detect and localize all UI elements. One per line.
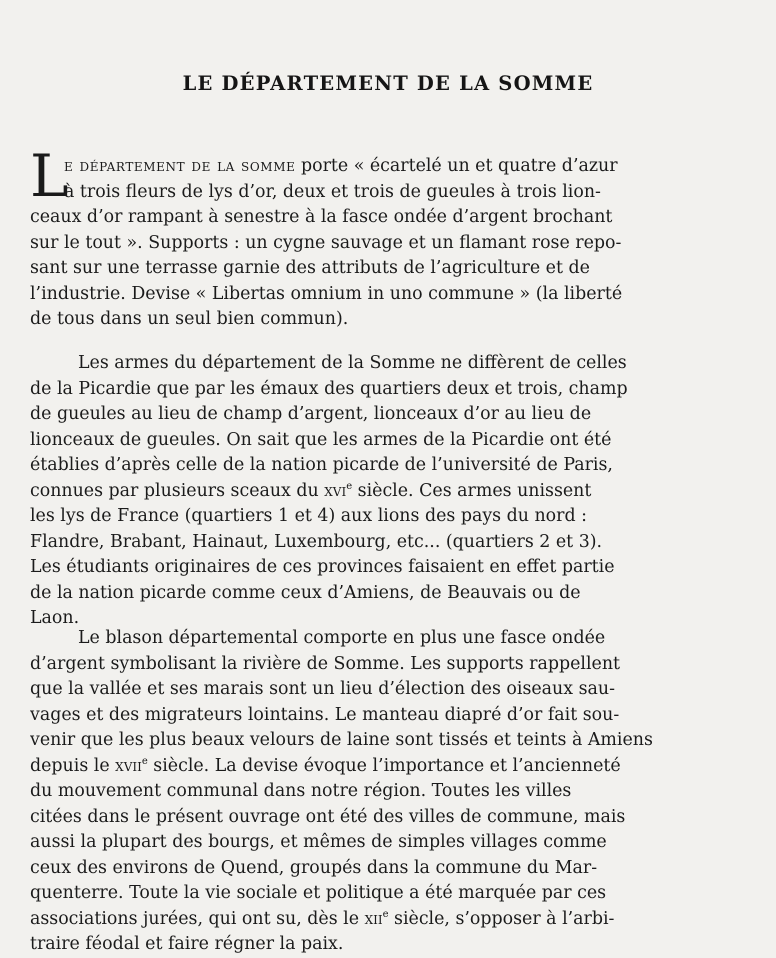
text-line: [30, 754, 746, 780]
text-line: que la vallée et ses marais sont un lieu d’élection des oiseaux sau-: [30, 679, 615, 699]
century-numeral: xvi: [324, 480, 347, 501]
text-line: ceux des environs de Quend, groupés dans la commune du Mar-: [30, 857, 598, 878]
text-line: sur le tout ». Supports : un cygne sauvage et un flamant rose repo-: [30, 232, 622, 253]
text-line: d’argent symbolisant la rivière de Somme. Les supports rappellent: [30, 653, 621, 674]
text-line: aussi la plupart des bourgs, et mêmes de simples villages comme: [30, 832, 607, 852]
text-line: établies d’après celle de la nation picarde de l’université de Paris,: [30, 455, 613, 475]
text-line: quenterre. Toute la vie sociale et politique a été marquée par ces: [30, 883, 607, 903]
paragraph-blazon: [30, 142, 746, 333]
text-line: de la Picardie que par les émaux des quartiers deux et trois, champ: [30, 378, 628, 399]
text-line: Le blason départemental comporte en plus une fasce ondée: [78, 628, 606, 648]
text-line: Les étudiants originaires de ces provinces faisaient en effet partie: [30, 557, 615, 577]
text-line: de la nation picarde comme ceux d’Amiens, de Beauvais ou de: [30, 582, 581, 603]
text-line: venir que les plus beaux velours de laine sont tissés et teints à Amiens: [30, 730, 653, 750]
text-line: lionceaux de gueules. On sait que les armes de la Picardie ont été: [30, 429, 612, 450]
text-fragment: porte « écartelé un et quatre d’azur: [295, 156, 618, 176]
text-line: Laon.: [30, 608, 80, 628]
text-line: sant sur une terrasse garnie des attributs de l’agriculture et de: [30, 258, 590, 278]
superscript: e: [382, 908, 389, 920]
text-fragment: depuis le: [30, 755, 116, 776]
text-line: à trois fleurs de lys d’or, deux et trois de gueules à trois lion-: [64, 181, 601, 202]
text-line: [30, 907, 746, 933]
text-line: citées dans le présent ouvrage ont été des villes de commune, mais: [30, 806, 626, 827]
text-fragment: siècle. La devise évoque l’importance et l’ancienneté: [147, 755, 621, 776]
superscript: e: [141, 755, 148, 767]
text-fragment: connues par plusieurs sceaux du: [30, 480, 325, 501]
text-line: les lys de France (quartiers 1 et 4) aux lions des pays du nord :: [30, 506, 587, 526]
text-line: l’industrie. Devise « Libertas omnium in uno commune » (la liberté: [30, 283, 623, 304]
text-line: [30, 479, 746, 505]
superscript: e: [346, 480, 353, 492]
text-line: traire féodal et faire régner la paix.: [30, 934, 344, 954]
text-fragment: siècle. Ces armes unissent: [352, 480, 592, 501]
lead-smallcaps: e département de la somme: [64, 156, 296, 176]
paragraph-blason: [30, 626, 746, 958]
text-fragment: associations jurées, qui ont su, dès le: [30, 908, 365, 929]
text-line: du mouvement communal dans notre région. Toutes les villes: [30, 781, 572, 801]
paragraph-arms: [30, 351, 746, 632]
century-numeral: xii: [364, 908, 383, 929]
document-page: [30, 0, 746, 954]
text-line: de tous dans un seul bien commun).: [30, 309, 349, 329]
page-title: LE DÉPARTEMENT DE LA SOMME: [182, 72, 594, 95]
text-line: Flandre, Brabant, Hainaut, Luxembourg, etc... (quartiers 2 et 3).: [30, 531, 603, 552]
drop-cap: L: [30, 142, 69, 210]
text-line: [30, 154, 746, 180]
century-numeral: xvii: [115, 755, 142, 776]
text-line: vages et des migrateurs lointains. Le manteau diapré d’or fait sou-: [30, 704, 620, 725]
text-line: de gueules au lieu de champ d’argent, lionceaux d’or au lieu de: [30, 404, 592, 424]
text-fragment: siècle, s’opposer à l’arbi-: [388, 908, 615, 929]
text-line: ceaux d’or rampant à senestre à la fasce ondée d’argent brochant: [30, 207, 613, 227]
text-line: Les armes du département de la Somme ne diffèrent de celles: [78, 353, 627, 373]
